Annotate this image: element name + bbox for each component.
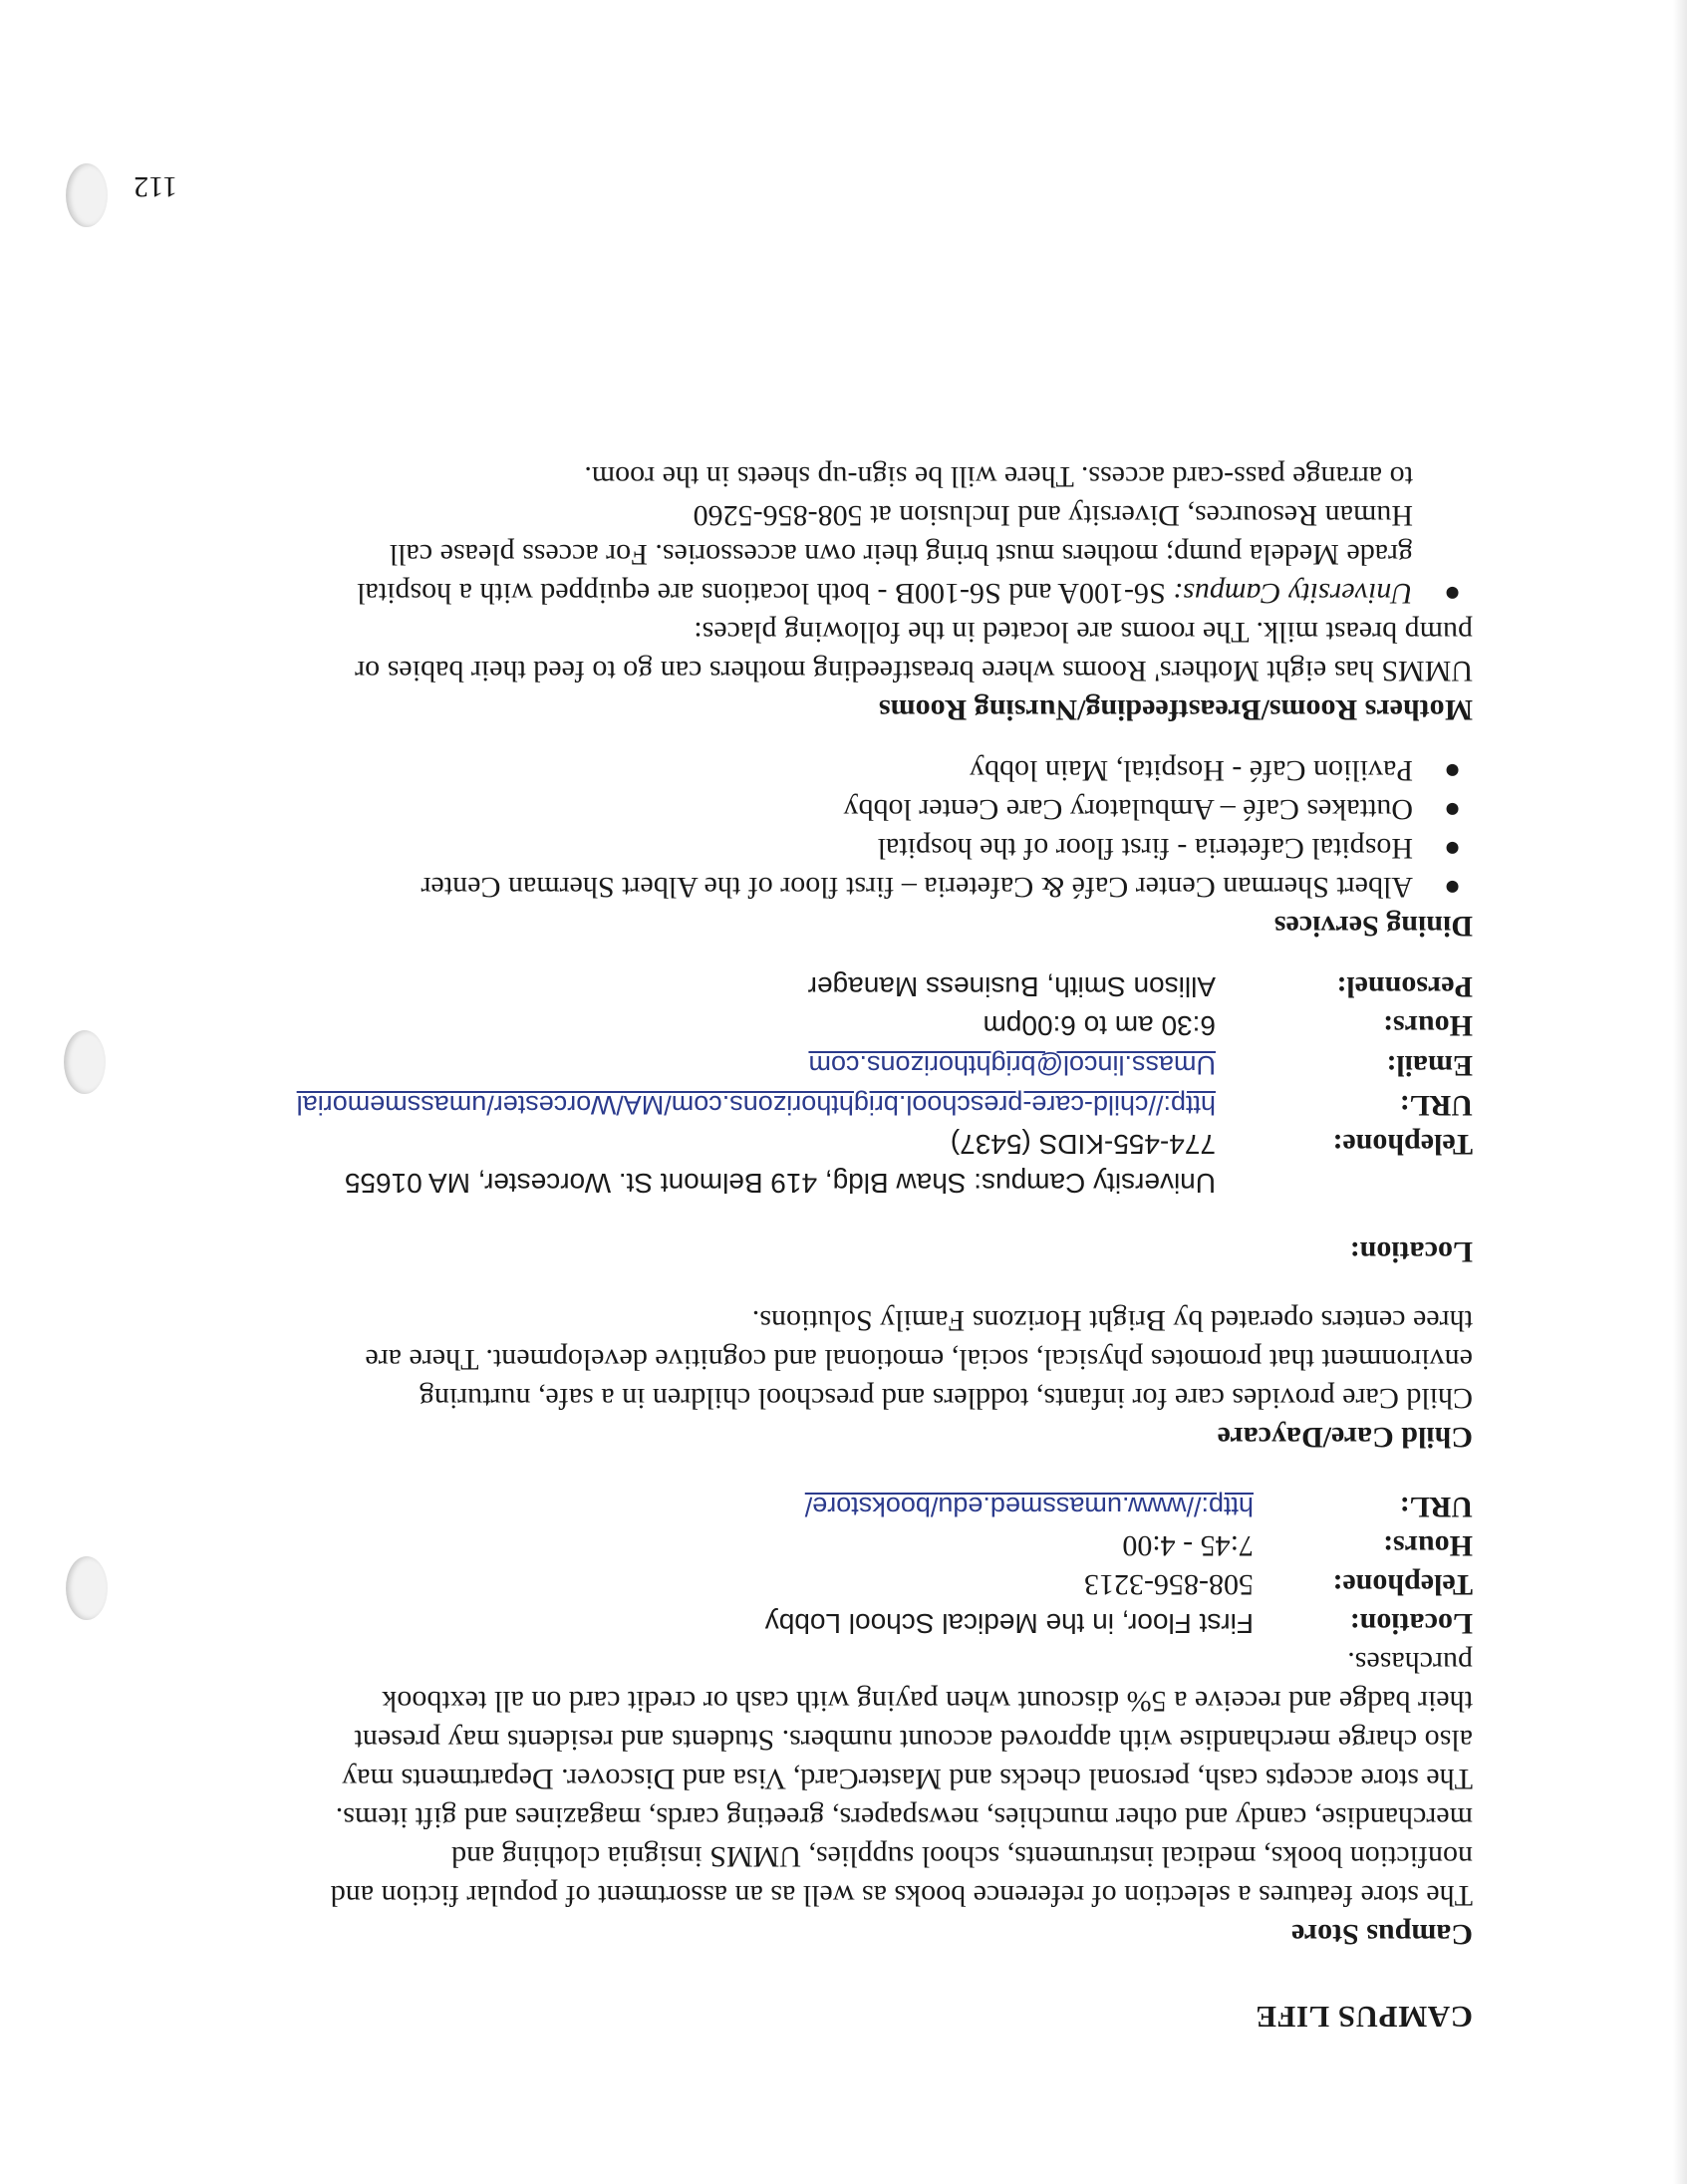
campus-store-hours-value: 7:45 - 4:00 — [1122, 1529, 1254, 1562]
dining-section — [217, 751, 1473, 946]
list-item: ● Albert Sherman Center Café & Cafeteria – first floor of the Albert Sherman Center — [217, 868, 1413, 907]
campus-store-hours-label: Hours: — [1383, 1529, 1473, 1562]
child-care-email-link[interactable]: Umass.lincol@brighthorizons.com — [808, 1050, 1216, 1080]
punch-hole-bottom — [66, 163, 108, 227]
campus-store-location-label: Location: — [1349, 1607, 1473, 1640]
campus-store-url-label: URL: — [1399, 1491, 1473, 1523]
child-care-location-label: Location: — [1349, 1235, 1473, 1268]
child-care-section — [217, 967, 1473, 1457]
dining-heading: Dining Services — [1273, 910, 1473, 943]
bullet-icon: ● — [1444, 833, 1461, 864]
dining-list — [217, 751, 1473, 907]
child-care-personnel-value: Allison Smith, Business Manager — [807, 971, 1216, 1002]
campus-store-heading: Campus Store — [1291, 1918, 1473, 1951]
child-care-location-row — [217, 1164, 1473, 1203]
mothers-rooms-section — [217, 457, 1473, 729]
campus-store-telephone-value: 508-856-3213 — [1084, 1568, 1254, 1601]
child-care-hours-label: Hours: — [1383, 1009, 1473, 1042]
campus-store-section — [217, 1487, 1473, 1954]
mothers-rooms-list — [217, 457, 1473, 613]
campus-store-location-row — [217, 1604, 1473, 1643]
bullet-icon: ● — [1444, 755, 1461, 786]
page-number: 112 — [134, 170, 177, 203]
child-care-description: Child Care provides care for infants, toddlers and preschool children in a safe, nurturing environment that promotes physical, social, emotional and cognitive development. There are three centers operated by Bright Horizons Family Solutions. — [365, 1304, 1473, 1415]
mothers-rooms-campus-label: University Campus: — [1173, 577, 1413, 610]
list-item: ● Hospital Cafeteria - first floor of the hospital — [217, 829, 1413, 868]
child-care-telephone-label: Telephone: — [1332, 1128, 1473, 1161]
child-care-email-row — [217, 1045, 1473, 1085]
child-care-location-label-row — [217, 1232, 1473, 1271]
list-item: ● Outtakes Café – Ambulatory Care Center lobby — [217, 790, 1413, 829]
child-care-hours-row — [217, 1006, 1473, 1045]
child-care-personnel-label: Personnel: — [1336, 970, 1473, 1003]
child-care-url-link[interactable]: http://child-care-preschool.brighthorizons.com/MA/Worcester/umassmemorial — [296, 1090, 1216, 1120]
child-care-url-label: URL: — [1399, 1089, 1473, 1122]
child-care-telephone-value: 774-455-KIDS (5437) — [950, 1129, 1216, 1160]
campus-store-url-row — [217, 1487, 1473, 1526]
list-item — [217, 457, 1461, 613]
bullet-icon: ● — [1444, 578, 1461, 609]
child-care-telephone-row — [217, 1125, 1473, 1164]
child-care-url-row — [217, 1085, 1473, 1125]
mothers-rooms-heading: Mothers Rooms/Breastfeeding/Nursing Rooms — [878, 693, 1473, 726]
child-care-location-value: University Campus: Shaw Bldg, 419 Belmont St. Worcester, MA 01655 — [344, 1168, 1216, 1199]
list-item: ● Pavilion Café - Hospital, Main lobby — [217, 751, 1413, 790]
campus-store-hours-row — [217, 1526, 1473, 1565]
mothers-rooms-description: UMMS has eight Mothers' Rooms where breastfeeding mothers can go to feed their babies or pump breast milk. The rooms are located in the following places: — [355, 616, 1473, 687]
child-care-hours-value: 6:30 am to 6:00pm — [983, 1010, 1216, 1041]
mothers-rooms-campus-text: S6-100A and S6-100B - both locations are equipped with a hospital grade Medela pump; mothers must bring their own accessories. For access please call Human Resources, Diversity and Inclusion at 508-856-5260 to arrange pass-card access. There will be sign-up sheets in the room. — [357, 460, 1413, 610]
bullet-icon: ● — [1444, 794, 1461, 825]
campus-store-location-value: First Floor, in the Medical School Lobby — [764, 1608, 1254, 1639]
punch-hole-top — [66, 1556, 108, 1620]
child-care-personnel-row — [217, 967, 1473, 1006]
child-care-email-label: Email: — [1386, 1049, 1473, 1082]
campus-store-telephone-label: Telephone: — [1332, 1568, 1473, 1601]
bullet-icon: ● — [1444, 872, 1461, 903]
campus-store-description: The store features a selection of reference books as well as an assortment of popular fiction and nonfiction books, medical instruments, school supplies, UMMS insignia clothing and merchandise, candy and other munchies, newspapers, greeting cards, magazines and gift items. The store accepts cash, personal checks and MasterCard, Visa and Discover. Departments may also charge merchandise with approved account numbers. Students and residents may present their badge and receive a 5% discount when paying with cash or credit card on all textbook purchases. — [330, 1646, 1473, 1912]
campus-store-url-link[interactable]: http://www.umassmed.edu/bookstore/ — [804, 1492, 1254, 1521]
page-content — [217, 457, 1473, 2037]
page-title: CAMPUS LIFE — [1255, 2000, 1473, 2035]
punch-hole-middle — [64, 1030, 106, 1094]
campus-store-telephone-row — [217, 1565, 1473, 1604]
child-care-heading: Child Care/Daycare — [1217, 1421, 1473, 1454]
